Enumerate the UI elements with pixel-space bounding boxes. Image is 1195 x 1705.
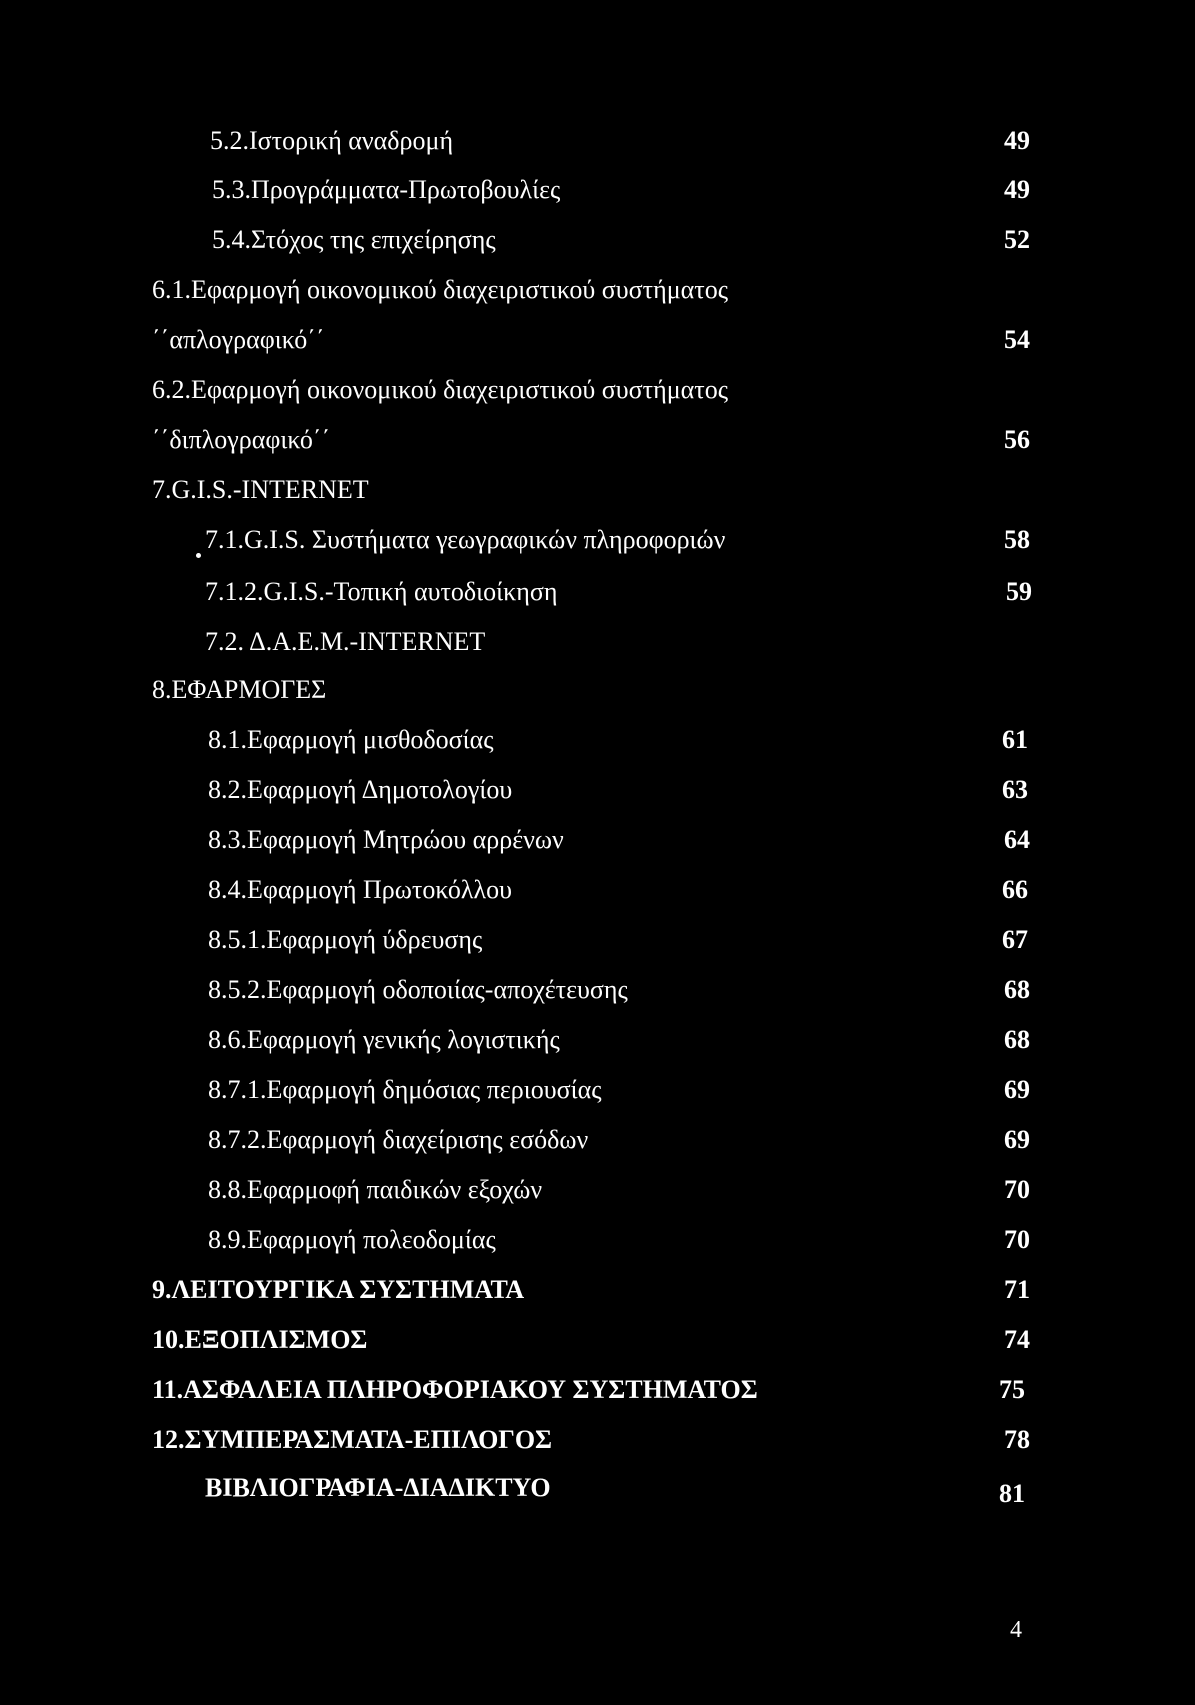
toc-entry-title: ΄΄διπλογραφικό΄΄	[152, 425, 331, 454]
toc-entry-title: 8.8.Εφαρμοφή παιδικών εξοχών	[208, 1175, 543, 1204]
toc-entry-page: 71	[1004, 1275, 1030, 1304]
toc-entry-title: 10.ΕΞΟΠΛΙΣΜΟΣ	[152, 1325, 368, 1354]
toc-entry-title: 6.2.Εφαρμογή οικονομικού διαχειριστικού συστήματος	[152, 375, 729, 404]
toc-entry-title: 7.1.G.I.S. Συστήματα γεωγραφικών πληροφοριών	[205, 525, 726, 554]
toc-entry-page: 67	[1002, 925, 1028, 954]
toc-entry-page: 56	[1004, 425, 1030, 454]
toc-entry-title: 12.ΣΥΜΠΕΡΑΣΜΑΤΑ-ΕΠΙΛΟΓΟΣ	[152, 1425, 553, 1454]
toc-entry-title: 8.5.1.Εφαρμογή ύδρευσης	[208, 925, 483, 954]
toc-entry-page: 68	[1004, 1025, 1030, 1054]
toc-entry-title: 8.7.2.Εφαρμογή διαχείρισης εσόδων	[208, 1125, 589, 1154]
toc-entry-title: 6.1.Εφαρμογή οικονομικού διαχειριστικού συστήματος	[152, 275, 729, 304]
toc-entry-title: 8.2.Εφαρμογή Δημοτολογίου	[208, 775, 513, 804]
toc-entry-title: 11.ΑΣΦΑΛΕΙΑ ΠΛΗΡΟΦΟΡΙΑΚΟΥ ΣΥΣΤΗΜΑΤΟΣ	[152, 1375, 758, 1404]
toc-entry-page: 63	[1002, 775, 1028, 804]
toc-entry-page: 69	[1004, 1125, 1030, 1154]
toc-entry-page: 59	[1006, 577, 1032, 606]
toc-entry-title: ΒΙΒΛΙΟΓΡΑΦΙΑ-ΔΙΑΔΙΚΤΥΟ	[205, 1473, 551, 1502]
toc-entry-title: 7.2. Δ.Α.Ε.Μ.-INTERNET	[205, 627, 486, 656]
toc-entry-page: 66	[1002, 875, 1028, 904]
toc-entry-page: 52	[1004, 225, 1030, 254]
toc-entry-title: 8.3.Εφαρμογή Μητρώου αρρένων	[208, 825, 564, 854]
toc-entry-page: 68	[1004, 975, 1030, 1004]
toc-entry-page: 75	[999, 1375, 1025, 1404]
toc-entry-title: 8.9.Εφαρμογή πολεοδομίας	[208, 1225, 496, 1254]
toc-entry-title: ΄΄απλογραφικό΄΄	[152, 325, 325, 354]
toc-entry-title: 8.6.Εφαρμογή γενικής λογιστικής	[208, 1025, 560, 1054]
toc-entry-page: 69	[1004, 1075, 1030, 1104]
toc-entry-page: 61	[1002, 725, 1028, 754]
toc-entry-title: 9.ΛΕΙΤΟΥΡΓΙΚΑ ΣΥΣΤΗΜΑΤΑ	[152, 1275, 525, 1304]
toc-entry-title: 5.4.Στόχος της επιχείρησης	[212, 225, 496, 254]
toc-entry-title: 7.1.2.G.I.S.-Τοπική αυτοδιοίκηση	[205, 577, 558, 606]
toc-entry-title: 5.3.Προγράμματα-Πρωτοβουλίες	[212, 175, 561, 204]
page-number: 4	[1010, 1617, 1022, 1643]
toc-entry-title: 8.ΕΦΑΡΜΟΓΕΣ	[152, 675, 327, 704]
toc-entry-page: 58	[1004, 525, 1030, 554]
toc-entry-page: 74	[1004, 1325, 1030, 1354]
toc-entry-page: 70	[1004, 1175, 1030, 1204]
toc-entry-page: 64	[1004, 825, 1030, 854]
toc-entry-page: 70	[1004, 1225, 1030, 1254]
toc-entry-title: 8.5.2.Εφαρμογή οδοποιίας-αποχέτευσης	[208, 975, 628, 1004]
toc-entry-page: 81	[999, 1479, 1025, 1508]
stray-dot-mark	[196, 553, 201, 558]
toc-entry-page: 78	[1004, 1425, 1030, 1454]
toc-entry-page: 49	[1004, 126, 1030, 155]
toc-entry-title: 8.4.Εφαρμογή Πρωτοκόλλου	[208, 875, 512, 904]
toc-entry-title: 8.7.1.Εφαρμογή δημόσιας περιουσίας	[208, 1075, 602, 1104]
toc-entry-page: 54	[1004, 325, 1030, 354]
toc-entry-title: 7.G.I.S.-INTERNET	[152, 475, 369, 504]
toc-entry-title: 8.1.Εφαρμογή μισθοδοσίας	[208, 725, 494, 754]
toc-entry-page: 49	[1004, 175, 1030, 204]
toc-entry-title: 5.2.Ιστορική αναδρομή	[210, 126, 454, 155]
